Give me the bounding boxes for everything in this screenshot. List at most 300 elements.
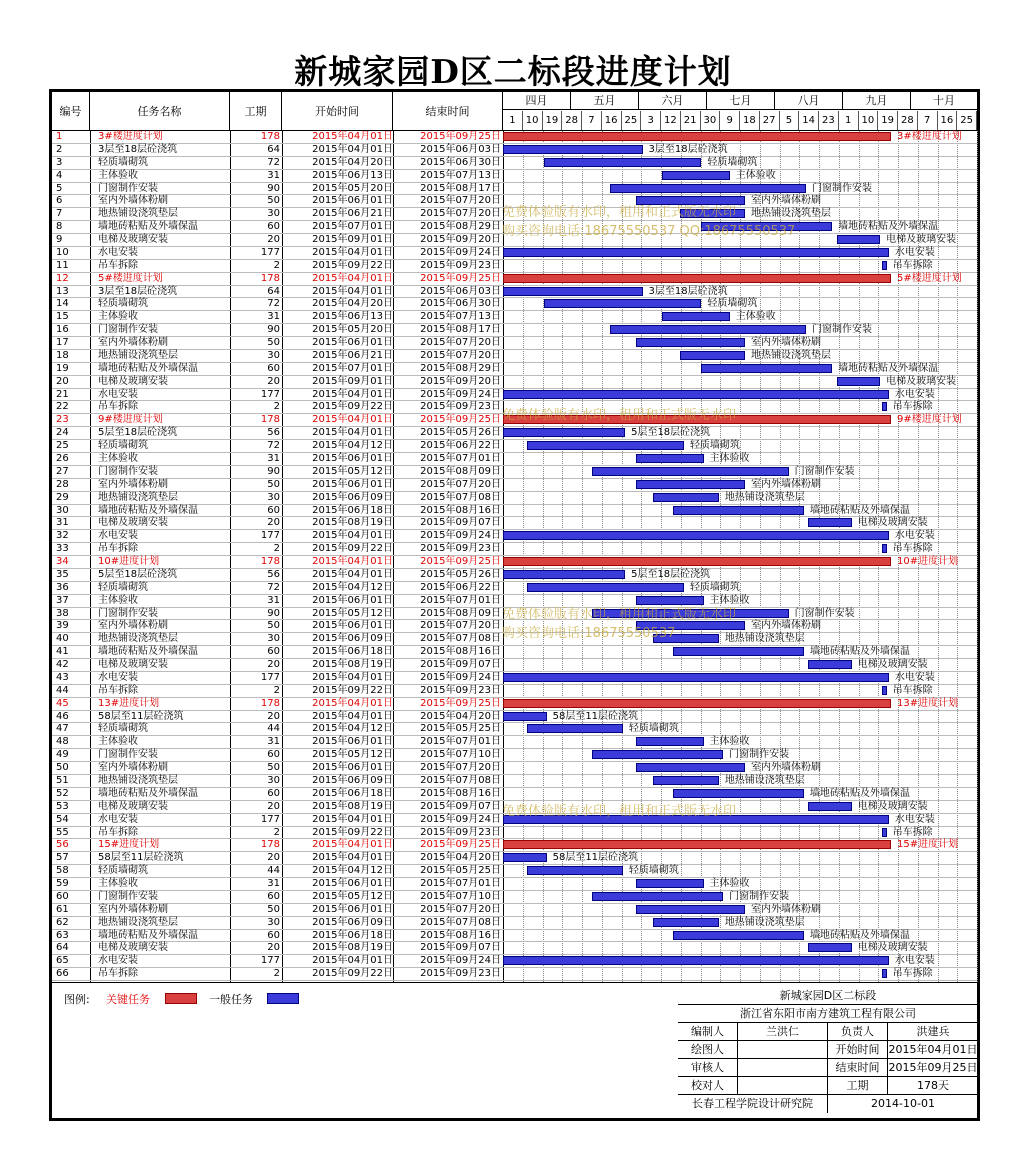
cell-end: 2015年05月25日 <box>420 865 501 877</box>
cell-name: 水电安装 <box>98 813 138 825</box>
info-row-institute <box>678 1095 978 1113</box>
cell-id: 66 <box>56 968 69 980</box>
cell-name: 3层至18层砼浇筑 <box>98 285 178 297</box>
cell-start: 2015年09月22日 <box>312 401 393 413</box>
cell-id: 28 <box>56 478 69 490</box>
cell-name: 3层至18层砼浇筑 <box>98 143 178 155</box>
cell-duration: 90 <box>267 607 280 619</box>
cell-duration: 178 <box>260 272 280 284</box>
task-bar <box>882 261 886 270</box>
cell-name: 水电安装 <box>98 388 138 400</box>
bar-label: 吊车拆除 <box>892 259 933 271</box>
table-header <box>52 92 977 131</box>
bar-label: 水电安装 <box>894 813 935 825</box>
watermark-c: 免费体验版有水印，租用和正式版无水印 <box>502 408 737 423</box>
cell-duration: 20 <box>267 800 280 812</box>
cell-end: 2015年07月20日 <box>420 478 501 490</box>
watermark-d: 免费体验版有水印，租用和正式版无水印 <box>502 607 737 622</box>
table-row <box>52 930 977 943</box>
critical-task-bar <box>503 274 891 283</box>
task-bar <box>636 905 745 914</box>
cell-id: 9 <box>56 234 63 246</box>
legend-key-label: 关键任务 <box>106 993 150 1006</box>
task-bar <box>680 351 745 360</box>
cell-end: 2015年04月20日 <box>420 852 501 864</box>
cell-id: 8 <box>56 221 63 233</box>
cell-end: 2015年09月23日 <box>420 543 501 555</box>
cell-name: 主体验收 <box>98 311 138 323</box>
cell-id: 55 <box>56 826 69 838</box>
cell-start: 2015年09月22日 <box>312 259 393 271</box>
task-bar <box>503 712 547 721</box>
cell-end: 2015年09月07日 <box>420 659 501 671</box>
task-bar <box>808 518 852 527</box>
cell-name: 主体验收 <box>98 594 138 606</box>
cell-duration: 44 <box>267 723 280 735</box>
cell-id: 58 <box>56 865 69 877</box>
table-row <box>52 337 977 350</box>
watermark-a: 免费体验版有水印，租用和正式版无水印 <box>502 205 737 220</box>
bar-label: 轻质墙砌筑 <box>707 298 758 310</box>
month-label: 十月 <box>911 92 978 110</box>
cell-duration: 44 <box>267 865 280 877</box>
cell-id: 37 <box>56 594 69 606</box>
cell-id: 2 <box>56 143 63 155</box>
task-bar <box>636 763 745 772</box>
cell-name: 室内外墙体粉刷 <box>98 903 168 915</box>
cell-end: 2015年07月08日 <box>420 916 501 928</box>
bar-label: 58层至11层砼浇筑 <box>552 710 639 722</box>
table-row <box>52 324 977 337</box>
cell-name: 电梯及玻璃安装 <box>98 800 168 812</box>
bar-label: 吊车拆除 <box>892 684 933 696</box>
cell-start: 2015年09月01日 <box>312 375 393 387</box>
cell-end: 2015年07月20日 <box>420 349 501 361</box>
task-bar <box>503 145 643 154</box>
cell-start: 2015年05月12日 <box>312 607 393 619</box>
cell-start: 2015年04月12日 <box>312 440 393 452</box>
cell-id: 20 <box>56 375 69 387</box>
bar-label: 室内外墙体粉刷 <box>750 195 821 207</box>
cell-start: 2015年06月09日 <box>312 633 393 645</box>
cell-start: 2015年06月18日 <box>312 929 393 941</box>
bar-label: 电梯及玻璃安装 <box>857 942 928 954</box>
cell-name: 58层至11层砼浇筑 <box>98 710 184 722</box>
task-bar <box>527 441 684 450</box>
cell-start: 2015年06月01日 <box>312 478 393 490</box>
cell-duration: 31 <box>267 311 280 323</box>
cell-start: 2015年07月01日 <box>312 221 393 233</box>
cell-end: 2015年07月01日 <box>420 878 501 890</box>
bar-label: 室内外墙体粉刷 <box>750 337 821 349</box>
cell-id: 26 <box>56 453 69 464</box>
bar-label: 墙地砖粘贴及外墙保温 <box>838 362 939 374</box>
cell-end: 2015年06月22日 <box>420 581 501 593</box>
cell-id: 50 <box>56 762 69 774</box>
header-name: 任务名称 <box>90 92 230 130</box>
table-row <box>52 942 977 955</box>
cell-end: 2015年06月03日 <box>420 285 501 297</box>
cell-id: 23 <box>56 414 69 426</box>
bar-label: 墙地砖粘贴及外墙保温 <box>809 929 910 941</box>
cell-duration: 50 <box>267 478 280 490</box>
cell-duration: 177 <box>260 813 280 825</box>
day-tick: 9 <box>720 111 740 130</box>
cell-start: 2015年04月01日 <box>312 839 393 851</box>
table-row <box>52 723 977 736</box>
info-check-label: 校对人 <box>678 1077 738 1095</box>
cell-end: 2015年07月13日 <box>420 169 501 181</box>
bar-label: 轻质墙砌筑 <box>628 723 679 735</box>
day-tick: 19 <box>543 111 563 130</box>
cell-end: 2015年09月23日 <box>420 968 501 980</box>
task-bar <box>701 364 832 373</box>
cell-end: 2015年07月10日 <box>420 890 501 902</box>
bar-label: 墙地砖粘贴及外墙保温 <box>809 787 910 799</box>
cell-end: 2015年09月20日 <box>420 375 501 387</box>
table-row <box>52 260 977 273</box>
cell-name: 水电安装 <box>98 246 138 258</box>
cell-name: 轻质墙砌筑 <box>98 298 148 310</box>
cell-id: 53 <box>56 800 69 812</box>
day-tick: 1 <box>503 111 523 130</box>
cell-name: 轻质墙砌筑 <box>98 156 148 168</box>
task-bar <box>882 402 886 411</box>
bar-label: 轻质墙砌筑 <box>707 156 758 168</box>
cell-duration: 30 <box>267 349 280 361</box>
task-bar <box>503 390 889 399</box>
bar-label: 墙地砖粘贴及外墙保温 <box>809 504 910 516</box>
cell-duration: 60 <box>267 221 280 233</box>
legend-key-swatch <box>165 993 197 1004</box>
cell-name: 墙地砖粘贴及外墙保温 <box>98 646 198 658</box>
bar-label: 地热铺设浇筑垫层 <box>724 775 805 786</box>
bar-label: 轻质墙砌筑 <box>689 581 740 593</box>
cell-duration: 31 <box>267 736 280 748</box>
cell-start: 2015年09月22日 <box>312 543 393 555</box>
bar-label: 室内外墙体粉刷 <box>750 903 821 915</box>
bar-label: 门窗制作安装 <box>812 182 873 194</box>
bar-label: 轻质墙砌筑 <box>628 865 679 877</box>
bar-label: 室内外墙体粉刷 <box>750 762 821 774</box>
cell-duration: 90 <box>267 182 280 194</box>
cell-end: 2015年09月07日 <box>420 517 501 529</box>
info-leader-label: 负责人 <box>828 1023 888 1041</box>
task-bar <box>503 673 889 682</box>
critical-task-bar <box>503 699 891 708</box>
cell-end: 2015年07月20日 <box>420 195 501 207</box>
cell-id: 65 <box>56 955 69 967</box>
cell-start: 2015年08月19日 <box>312 800 393 812</box>
table-row <box>52 659 977 672</box>
bar-label: 轻质墙砌筑 <box>689 440 740 452</box>
cell-end: 2015年08月09日 <box>420 607 501 619</box>
cell-start: 2015年06月18日 <box>312 646 393 658</box>
cell-end: 2015年08月16日 <box>420 646 501 658</box>
cell-duration: 177 <box>260 530 280 542</box>
cell-start: 2015年04月01日 <box>312 556 393 568</box>
table-row <box>52 904 977 917</box>
cell-id: 19 <box>56 362 69 374</box>
day-tick: 7 <box>582 111 602 130</box>
cell-duration: 2 <box>273 543 280 555</box>
table-row <box>52 427 977 440</box>
cell-id: 7 <box>56 208 63 220</box>
month-label: 九月 <box>843 92 911 110</box>
task-bar <box>503 428 625 437</box>
cell-duration: 20 <box>267 517 280 529</box>
cell-start: 2015年04月01日 <box>312 710 393 722</box>
cell-duration: 177 <box>260 671 280 683</box>
cell-name: 电梯及玻璃安装 <box>98 517 168 529</box>
cell-id: 40 <box>56 633 69 645</box>
cell-id: 64 <box>56 942 69 954</box>
cell-end: 2015年07月20日 <box>420 208 501 220</box>
cell-start: 2015年07月01日 <box>312 362 393 374</box>
table-row <box>52 157 977 170</box>
cell-end: 2015年09月25日 <box>420 131 501 142</box>
info-row-company <box>678 1005 978 1023</box>
grid-line <box>977 131 978 982</box>
table-row <box>52 492 977 505</box>
bar-label: 5层至18层砼浇筑 <box>631 427 711 439</box>
cell-duration: 20 <box>267 942 280 954</box>
cell-end: 2015年08月29日 <box>420 362 501 374</box>
cell-start: 2015年04月01日 <box>312 388 393 400</box>
bar-label: 吊车拆除 <box>892 543 933 555</box>
bar-label: 门窗制作安装 <box>729 890 790 902</box>
month-label: 七月 <box>707 92 775 110</box>
cell-name: 水电安装 <box>98 530 138 542</box>
cell-id: 35 <box>56 568 69 580</box>
cell-name: 地热铺设浇筑垫层 <box>98 775 178 786</box>
table-row <box>52 736 977 749</box>
bar-label: 吊车拆除 <box>892 401 933 413</box>
cell-start: 2015年05月12日 <box>312 890 393 902</box>
cell-end: 2015年09月25日 <box>420 697 501 709</box>
gantt-frame <box>49 89 980 1121</box>
cell-id: 61 <box>56 903 69 915</box>
cell-start: 2015年06月13日 <box>312 311 393 323</box>
cell-duration: 72 <box>267 440 280 452</box>
task-bar <box>592 750 723 759</box>
cell-duration: 60 <box>267 646 280 658</box>
cell-name: 轻质墙砌筑 <box>98 723 148 735</box>
cell-name: 地热铺设浇筑垫层 <box>98 208 178 220</box>
task-bar <box>808 802 852 811</box>
info-end: 2015年09月25日 <box>888 1061 978 1074</box>
cell-id: 34 <box>56 556 69 568</box>
info-review-label: 审核人 <box>678 1059 738 1077</box>
task-bar <box>636 454 704 463</box>
bar-label: 主体验收 <box>735 169 776 181</box>
cell-start: 2015年09月22日 <box>312 968 393 980</box>
cell-name: 5#楼进度计划 <box>98 272 163 284</box>
cell-start: 2015年08月19日 <box>312 659 393 671</box>
task-bar <box>882 544 886 553</box>
cell-duration: 56 <box>267 568 280 580</box>
table-row <box>52 839 977 852</box>
cell-name: 3#楼进度计划 <box>98 131 163 142</box>
table-row <box>52 363 977 376</box>
cell-start: 2015年06月01日 <box>312 762 393 774</box>
cell-start: 2015年08月19日 <box>312 942 393 954</box>
cell-id: 5 <box>56 182 63 194</box>
task-bar <box>673 647 804 656</box>
cell-end: 2015年08月16日 <box>420 787 501 799</box>
cell-start: 2015年04月01日 <box>312 955 393 967</box>
cell-end: 2015年07月20日 <box>420 903 501 915</box>
day-tick: 30 <box>701 111 721 130</box>
task-bar <box>653 493 718 502</box>
cell-end: 2015年08月16日 <box>420 504 501 516</box>
cell-duration: 177 <box>260 246 280 258</box>
task-bar <box>673 506 804 515</box>
cell-duration: 60 <box>267 749 280 761</box>
cell-name: 电梯及玻璃安装 <box>98 375 168 387</box>
bar-label: 3层至18层砼浇筑 <box>648 285 728 297</box>
cell-start: 2015年04月01日 <box>312 530 393 542</box>
cell-duration: 50 <box>267 620 280 632</box>
task-bar <box>503 853 547 862</box>
table-row <box>52 311 977 324</box>
cell-duration: 177 <box>260 388 280 400</box>
cell-name: 轻质墙砌筑 <box>98 865 148 877</box>
table-row <box>52 517 977 530</box>
cell-duration: 20 <box>267 659 280 671</box>
info-company: 浙江省东阳市南方建筑工程有限公司 <box>740 1007 916 1020</box>
cell-end: 2015年08月17日 <box>420 324 501 336</box>
bar-label: 吊车拆除 <box>892 826 933 838</box>
cell-duration: 20 <box>267 375 280 387</box>
cell-end: 2015年08月17日 <box>420 182 501 194</box>
bar-label: 墙地砖粘贴及外墙保温 <box>838 221 939 233</box>
cell-duration: 56 <box>267 427 280 439</box>
cell-id: 57 <box>56 852 69 864</box>
day-tick: 7 <box>918 111 938 130</box>
task-bar <box>808 943 852 952</box>
bar-label: 吊车拆除 <box>892 968 933 980</box>
cell-name: 吊车拆除 <box>98 259 138 271</box>
cell-id: 54 <box>56 813 69 825</box>
bar-label: 13#进度计划 <box>897 697 959 709</box>
table-row <box>52 711 977 724</box>
bar-label: 水电安装 <box>894 530 935 542</box>
cell-start: 2015年04月01日 <box>312 671 393 683</box>
cell-start: 2015年04月12日 <box>312 865 393 877</box>
bar-label: 地热铺设浇筑垫层 <box>750 208 831 220</box>
cell-start: 2015年06月01日 <box>312 903 393 915</box>
cell-duration: 2 <box>273 826 280 838</box>
cell-end: 2015年09月25日 <box>420 272 501 284</box>
bar-label: 水电安装 <box>894 246 935 258</box>
cell-id: 51 <box>56 775 69 786</box>
info-start-label: 开始时间 <box>828 1041 888 1059</box>
cell-end: 2015年07月08日 <box>420 775 501 786</box>
cell-start: 2015年09月22日 <box>312 826 393 838</box>
day-tick: 5 <box>780 111 800 130</box>
cell-end: 2015年09月24日 <box>420 530 501 542</box>
cell-name: 13#进度计划 <box>98 697 160 709</box>
table-row <box>52 569 977 582</box>
cell-start: 2015年04月01日 <box>312 143 393 155</box>
cell-id: 47 <box>56 723 69 735</box>
cell-duration: 2 <box>273 684 280 696</box>
cell-name: 9#楼进度计划 <box>98 414 163 426</box>
task-bar <box>662 171 730 180</box>
task-bar <box>882 969 886 978</box>
legend <box>52 983 677 1013</box>
bar-label: 门窗制作安装 <box>729 749 790 761</box>
cell-start: 2015年05月20日 <box>312 182 393 194</box>
bar-label: 58层至11层砼浇筑 <box>552 852 639 864</box>
table-row <box>52 453 977 466</box>
task-bar <box>653 918 718 927</box>
cell-id: 13 <box>56 285 69 297</box>
task-bar <box>653 776 718 785</box>
cell-id: 30 <box>56 504 69 516</box>
cell-id: 32 <box>56 530 69 542</box>
cell-end: 2015年09月25日 <box>420 414 501 426</box>
cell-id: 43 <box>56 671 69 683</box>
cell-name: 门窗制作安装 <box>98 182 158 194</box>
month-label: 八月 <box>775 92 843 110</box>
table-row <box>52 183 977 196</box>
cell-id: 27 <box>56 465 69 477</box>
month-label: 六月 <box>639 92 707 110</box>
cell-start: 2015年05月12日 <box>312 465 393 477</box>
cell-name: 吊车拆除 <box>98 826 138 838</box>
day-tick: 18 <box>740 111 760 130</box>
cell-duration: 20 <box>267 852 280 864</box>
task-bar <box>592 892 723 901</box>
legend-normal-label: 一般任务 <box>209 993 253 1006</box>
cell-duration: 178 <box>260 556 280 568</box>
cell-duration: 31 <box>267 878 280 890</box>
table-row <box>52 852 977 865</box>
cell-id: 14 <box>56 298 69 310</box>
cell-duration: 31 <box>267 169 280 181</box>
cell-start: 2015年06月13日 <box>312 169 393 181</box>
cell-end: 2015年07月01日 <box>420 594 501 606</box>
cell-duration: 60 <box>267 787 280 799</box>
cell-end: 2015年04月20日 <box>420 710 501 722</box>
info-check <box>738 1077 828 1095</box>
cell-start: 2015年06月09日 <box>312 916 393 928</box>
cell-duration: 90 <box>267 465 280 477</box>
cell-end: 2015年08月16日 <box>420 929 501 941</box>
cell-duration: 50 <box>267 195 280 207</box>
cell-end: 2015年09月07日 <box>420 800 501 812</box>
cell-duration: 72 <box>267 298 280 310</box>
bar-label: 地热铺设浇筑垫层 <box>724 633 805 645</box>
day-tick: 25 <box>622 111 642 130</box>
cell-duration: 50 <box>267 903 280 915</box>
table-row <box>52 878 977 891</box>
info-draw <box>738 1041 828 1059</box>
bar-label: 3层至18层砼浇筑 <box>648 143 728 155</box>
table-row <box>52 788 977 801</box>
cell-name: 5层至18层砼浇筑 <box>98 568 178 580</box>
cell-name: 门窗制作安装 <box>98 749 158 761</box>
bar-label: 门窗制作安装 <box>794 607 855 619</box>
cell-start: 2015年04月12日 <box>312 723 393 735</box>
cell-name: 电梯及玻璃安装 <box>98 942 168 954</box>
cell-end: 2015年09月24日 <box>420 671 501 683</box>
table-row <box>52 376 977 389</box>
bar-label: 电梯及玻璃安装 <box>886 234 957 246</box>
table-row <box>52 917 977 930</box>
